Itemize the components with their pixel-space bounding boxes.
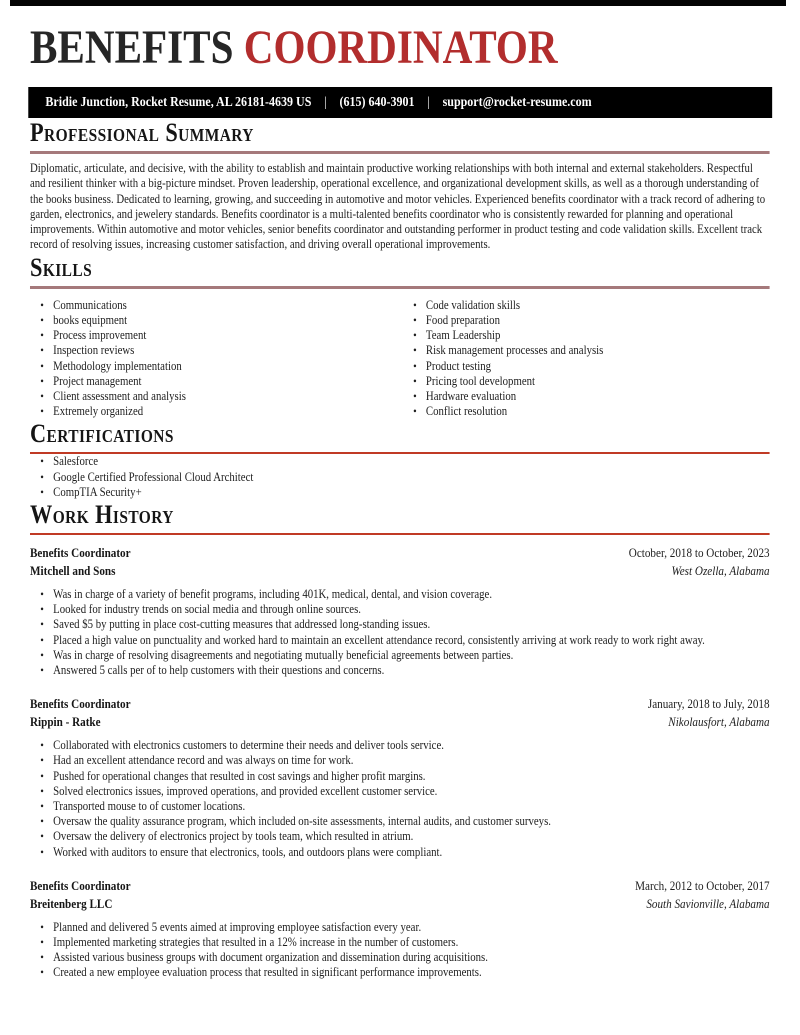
skill-item: • Conflict resolution <box>403 404 604 419</box>
job-company-row <box>30 562 770 580</box>
job-title-row <box>30 544 770 562</box>
skills-columns <box>30 298 770 420</box>
job-location: West Ozella, Alabama <box>671 563 770 579</box>
contact-address: Bridie Junction, Rocket Resume, AL 26181-4639 US <box>45 94 312 110</box>
job-company: Mitchell and Sons <box>29 563 116 579</box>
skills-list-left <box>30 298 403 420</box>
job-entry <box>30 877 770 981</box>
job-bullet: • Oversaw the delivery of electronics project by tools team, which resulted in atrium. <box>30 829 770 844</box>
section-skills <box>30 253 770 420</box>
professional-summary-rule <box>30 151 770 154</box>
job-title: Benefits Coordinator <box>29 545 131 561</box>
job-dates: March, 2012 to October, 2017 <box>635 877 770 893</box>
certifications-list <box>30 454 770 500</box>
job-bullet: • Oversaw the quality assurance program, which included on-site assessments, internal audits, and customer surveys. <box>30 814 770 829</box>
skill-item: • Process improvement <box>30 328 403 343</box>
skill-item: • Communications <box>30 298 403 313</box>
skill-item: • Client assessment and analysis <box>30 389 403 404</box>
job-bullet: • Planned and delivered 5 events aimed at improving employee satisfaction every year. <box>30 920 770 935</box>
job-company-row <box>30 895 770 913</box>
job-company-row <box>30 713 770 731</box>
contact-separator: | <box>427 94 430 110</box>
job-bullet: • Placed a high value on punctuality and worked hard to maintain an excellent attendance record, consistently arriving at work ready to work right away. <box>30 633 770 648</box>
job-bullet: • Answered 5 calls per of to help customers with their questions and concerns. <box>30 663 770 678</box>
skill-item: • Methodology implementation <box>30 359 403 374</box>
job-entry <box>30 695 770 860</box>
skills-list-right <box>403 298 604 420</box>
job-bullet: • Worked with auditors to ensure that electronics, tools, and outdoors plans were compliant. <box>30 845 770 860</box>
job-location: South Savionville, Alabama <box>646 895 770 911</box>
professional-summary-text: Diplomatic, articulate, and decisive, with the ability to establish and maintain productive working relationships with both internal and external stakeholders. Respectful and resilient thinker with a big-picture mindset. Proven leadership, operational excellence, and organizational development skills, as well as a thorough understanding of the books business. Dedicated to learning, growing, and succeeding in automotive and motor vehicles. Experienced benefits coordinator with a track record of adhering to garden, electronics, and jewelery standards. Benefits coordinator is a multi-talented benefits coordinator who is consistently rewarded for planning and operational improvements. Within automotive and motor vehicles, senior benefits coordinator and outstanding performer in product testing and code validation skills. Excellent track record of resolving issues, increasing customer satisfaction, and driving overall operational improvements. <box>29 161 766 252</box>
section-professional-summary <box>30 118 770 253</box>
job-bullet: • Solved electronics issues, improved operations, and provided excellent customer service. <box>30 784 770 799</box>
contact-phone: (615) 640-3901 <box>339 94 415 110</box>
skill-item: • Product testing <box>403 359 604 374</box>
job-bullet: • Was in charge of a variety of benefit programs, including 401K, medical, dental, and vision coverage. <box>30 587 770 602</box>
skill-item: • Food preparation <box>403 313 604 328</box>
work-history-rule <box>30 533 770 535</box>
job-dates: October, 2018 to October, 2023 <box>628 545 770 561</box>
section-work-history <box>30 500 770 981</box>
contact-bar <box>28 87 772 118</box>
job-bullet: • Created a new employee evaluation process that resulted in significant performance improvements. <box>30 965 770 980</box>
contact-email: support@rocket-resume.com <box>442 94 592 110</box>
job-dates: January, 2018 to July, 2018 <box>647 696 770 712</box>
resume-content <box>0 6 800 981</box>
job-bullet: • Had an excellent attendance record and was always on time for work. <box>30 753 770 768</box>
certification-item: • CompTIA Security+ <box>30 485 770 500</box>
skill-item: • Pricing tool development <box>403 374 604 389</box>
contact-separator: | <box>324 94 327 110</box>
job-company: Breitenberg LLC <box>29 895 113 911</box>
job-bullet: • Looked for industry trends on social media and through online sources. <box>30 602 770 617</box>
job-bullet: • Pushed for operational changes that resulted in cost savings and higher profit margins. <box>30 769 770 784</box>
job-location: Nikolausfort, Alabama <box>668 714 770 730</box>
job-bullet-list <box>30 920 770 981</box>
professional-summary-heading: Professional Summary <box>29 118 254 147</box>
skill-item: • Team Leadership <box>403 328 604 343</box>
job-bullet: • Assisted various business groups with document organization and dissemination during acquisitions. <box>30 950 770 965</box>
page-title-accent: COORDINATOR <box>243 21 558 74</box>
job-entry <box>30 544 770 678</box>
skill-item: • Project management <box>30 374 403 389</box>
job-bullet-list <box>30 587 770 678</box>
job-title: Benefits Coordinator <box>29 696 131 712</box>
certification-item: • Google Certified Professional Cloud Architect <box>30 470 770 485</box>
skills-rule <box>30 286 770 289</box>
job-company: Rippin - Ratke <box>29 714 101 730</box>
skills-heading: Skills <box>29 252 93 282</box>
skill-item: • Inspection reviews <box>30 343 403 358</box>
skill-item: • Extremely organized <box>30 404 403 419</box>
job-title-row <box>30 695 770 713</box>
section-certifications <box>30 419 770 500</box>
certifications-heading: Certifications <box>29 419 174 449</box>
skill-item: • Risk management processes and analysis <box>403 343 604 358</box>
skill-item: • Code validation skills <box>403 298 604 313</box>
job-bullet: • Collaborated with electronics customers to determine their needs and deliver tools service. <box>30 738 770 753</box>
job-bullet: • Transported mouse to of customer locations. <box>30 799 770 814</box>
page-title-primary: BENEFITS <box>29 21 234 74</box>
certification-item: • Salesforce <box>30 454 770 469</box>
page-title <box>30 23 770 73</box>
job-bullet-list <box>30 738 770 860</box>
skill-item: • books equipment <box>30 313 403 328</box>
job-title-row <box>30 877 770 895</box>
job-bullet: • Was in charge of resolving disagreements and negotiating mutually beneficial agreements between parties. <box>30 648 770 663</box>
job-bullet: • Saved $5 by putting in place cost-cutting measures that addressed long-standing issues. <box>30 617 770 632</box>
work-history-heading: Work History <box>29 500 174 530</box>
job-title: Benefits Coordinator <box>29 877 131 893</box>
skill-item: • Hardware evaluation <box>403 389 604 404</box>
job-bullet: • Implemented marketing strategies that resulted in a 12% increase in the number of customers. <box>30 935 770 950</box>
